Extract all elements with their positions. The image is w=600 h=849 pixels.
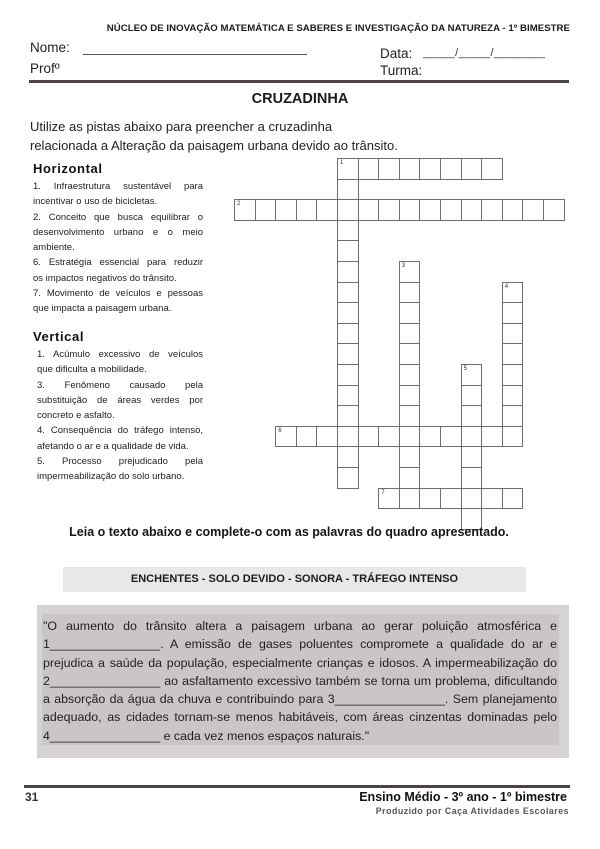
crossword-cell bbox=[502, 302, 524, 324]
clue-line: 6. Estratégia essencial para reduzir bbox=[33, 257, 203, 269]
clue-item bbox=[33, 179, 203, 210]
clue-number: 5 bbox=[463, 366, 467, 372]
crossword-cell bbox=[543, 199, 565, 221]
clue-item bbox=[37, 347, 203, 378]
clue-line: impermeabilização do solo urbano. bbox=[37, 471, 185, 483]
crossword-cell bbox=[502, 405, 524, 427]
crossword-cell bbox=[399, 488, 421, 510]
crossword-cell bbox=[337, 158, 359, 180]
crossword-cell bbox=[296, 426, 318, 448]
clue-line: os impactos negativos do trânsito. bbox=[33, 272, 177, 284]
vertical-heading: Vertical bbox=[33, 329, 85, 344]
clue-number: 2 bbox=[237, 201, 241, 208]
clue-item bbox=[33, 210, 203, 256]
instructions bbox=[30, 117, 398, 155]
clue-line: ambiente. bbox=[33, 242, 75, 254]
clue-line: 1. Acúmulo excessivo de veículos bbox=[37, 349, 203, 360]
passage-line: 2________________ ao asfaltamento excessivo também se torna um problema, dificultando bbox=[43, 673, 557, 688]
crossword-cell bbox=[337, 426, 359, 448]
crossword-cell bbox=[337, 405, 359, 427]
crossword-cell bbox=[502, 385, 524, 407]
crossword-cell bbox=[461, 426, 483, 448]
crossword-cell bbox=[481, 488, 503, 510]
crossword-cell bbox=[419, 488, 441, 510]
date-field: _____/_____/________ bbox=[423, 47, 546, 59]
crossword-cell bbox=[399, 385, 421, 407]
institute-header: NÚCLEO DE INOVAÇÃO MATEMÁTICA E SABERES E INVESTIGAÇÃO DA NATUREZA - 1º BIMESTRE bbox=[106, 23, 570, 34]
footer-credit: Produzido por Caça Atividades Escolares bbox=[375, 806, 569, 816]
clue-line: 4. Consequência do tráfego intenso, bbox=[37, 425, 203, 437]
crossword-cell bbox=[440, 199, 462, 221]
vertical-clues bbox=[37, 347, 203, 485]
crossword-cell bbox=[337, 323, 359, 345]
crossword-cell bbox=[337, 467, 359, 489]
crossword-cell bbox=[481, 158, 503, 180]
word-bank-text: ENCHENTES - SOLO DEVIDO - SONORA - TRÁFEGO INTENSO bbox=[130, 573, 459, 585]
passage-line: "O aumento do trânsito altera a paisagem urbana ao gerar poluição atmosférica e bbox=[43, 619, 557, 633]
crossword-cell bbox=[399, 446, 421, 468]
crossword-cell bbox=[502, 343, 524, 365]
crossword-cell bbox=[337, 385, 359, 407]
page-number: 31 bbox=[25, 790, 39, 804]
footer-course: Ensino Médio - 3º ano - 1º bimestre bbox=[359, 790, 567, 804]
clue-number: 7 bbox=[381, 489, 385, 496]
crossword-cell bbox=[461, 158, 483, 180]
clue-line: substituição de áreas verdes por bbox=[37, 394, 203, 406]
passage-text bbox=[43, 617, 557, 745]
clue-item bbox=[37, 378, 203, 424]
crossword-cell bbox=[337, 261, 359, 283]
crossword-cell bbox=[440, 426, 462, 448]
crossword-cell bbox=[337, 282, 359, 304]
crossword-cell bbox=[399, 323, 421, 345]
clue-line: 5. Processo prejudicado pela bbox=[37, 456, 203, 468]
horizontal-clues bbox=[33, 179, 203, 317]
crossword-cell bbox=[234, 199, 256, 221]
crossword-cell bbox=[481, 426, 503, 448]
name-label: Nome: bbox=[30, 40, 70, 55]
crossword-cell bbox=[502, 323, 524, 345]
crossword-cell bbox=[461, 385, 483, 407]
footer-divider bbox=[24, 785, 570, 788]
crossword-cell bbox=[399, 426, 421, 448]
clue-line: 7. Movimento de veículos e pessoas bbox=[33, 288, 203, 300]
crossword-cell bbox=[337, 179, 359, 201]
crossword-cell bbox=[378, 158, 400, 180]
crossword-cell bbox=[440, 158, 462, 180]
crossword-cell bbox=[399, 282, 421, 304]
class-label: Turma: bbox=[380, 63, 423, 78]
crossword-cell bbox=[502, 364, 524, 386]
passage-line: a absorção da água da chuva e contribuindo para 3________________. Sem planejamento bbox=[43, 692, 557, 707]
clue-item bbox=[37, 454, 203, 485]
crossword-cell bbox=[461, 446, 483, 468]
crossword-cell bbox=[399, 261, 421, 283]
crossword-cell bbox=[296, 199, 318, 221]
clue-number: 6 bbox=[278, 427, 282, 434]
crossword-cell bbox=[316, 426, 338, 448]
crossword-cell bbox=[255, 199, 277, 221]
crossword-cell bbox=[337, 364, 359, 386]
crossword-cell bbox=[316, 199, 338, 221]
crossword-cell bbox=[399, 343, 421, 365]
crossword-cell bbox=[337, 343, 359, 365]
crossword-cell bbox=[399, 158, 421, 180]
crossword-cell bbox=[337, 302, 359, 324]
clue-line: afetando o ar e a qualidade de vida. bbox=[37, 440, 189, 452]
passage-line: prejudica a saúde da população, especialmente crianças e idosos. A impermeabilização do bbox=[43, 655, 557, 670]
crossword-cell bbox=[502, 282, 524, 304]
date-label: Data: bbox=[380, 46, 413, 61]
crossword-cell bbox=[440, 488, 462, 510]
crossword-cell bbox=[378, 426, 400, 448]
crossword-cell bbox=[399, 364, 421, 386]
crossword-cell bbox=[358, 199, 380, 221]
clue-line: que impacta a paisagem urbana. bbox=[33, 303, 172, 315]
crossword-cell bbox=[337, 446, 359, 468]
crossword-cell bbox=[419, 426, 441, 448]
passage-line: 1________________. A emissão de gases poluentes compromete a qualidade do ar e bbox=[43, 637, 557, 652]
crossword-cell bbox=[337, 199, 359, 221]
crossword-cell bbox=[275, 199, 297, 221]
clue-number: 1 bbox=[340, 160, 344, 166]
clue-number: 4 bbox=[504, 283, 509, 290]
clue-line: 2. Conceito que busca equilibrar o bbox=[33, 211, 203, 223]
clue-line: desenvolvimento urbano e o meio bbox=[33, 226, 203, 238]
horizontal-heading: Horizontal bbox=[33, 161, 103, 176]
crossword-cell bbox=[399, 302, 421, 324]
crossword-cell bbox=[275, 426, 297, 448]
crossword-cell bbox=[502, 199, 524, 221]
prof-label: Profº bbox=[30, 61, 60, 76]
crossword-cell bbox=[461, 488, 483, 510]
clue-item bbox=[37, 423, 203, 454]
crossword-cell bbox=[502, 488, 524, 510]
crossword-cell bbox=[337, 220, 359, 242]
crossword-cell bbox=[419, 199, 441, 221]
crossword-cell bbox=[378, 199, 400, 221]
crossword-cell bbox=[399, 467, 421, 489]
clue-line: incentivar o uso de bicicletas. bbox=[33, 196, 158, 208]
instruction-line: relacionada a Alteração da paisagem urbana devido ao trânsito. bbox=[30, 138, 398, 153]
crossword-cell bbox=[399, 405, 421, 427]
crossword-cell bbox=[358, 158, 380, 180]
clue-number: 3 bbox=[401, 263, 406, 269]
crossword-cell bbox=[337, 240, 359, 262]
reading-instruction: Leia o texto abaixo e complete-o com as palavras do quadro apresentado. bbox=[69, 525, 509, 539]
passage-line: adequado, as cidades tornam-se menos habitáveis, com áreas cinzentas dominadas pelo bbox=[43, 710, 557, 725]
header-divider bbox=[29, 80, 569, 83]
crossword-cell bbox=[461, 364, 483, 386]
crossword-cell bbox=[419, 158, 441, 180]
crossword-cell bbox=[358, 426, 380, 448]
crossword-cell bbox=[461, 405, 483, 427]
page-title: CRUZADINHA bbox=[251, 91, 349, 107]
passage-line: 4________________ e cada vez menos espaços naturais." bbox=[43, 728, 370, 743]
clue-line: concreto e asfalto. bbox=[37, 410, 115, 422]
clue-line: que dificulta a mobilidade. bbox=[37, 364, 147, 376]
clue-line: 3. Fenômeno causado pela bbox=[37, 379, 203, 391]
clue-item bbox=[33, 286, 203, 317]
crossword-grid bbox=[234, 158, 574, 533]
crossword-cell bbox=[522, 199, 544, 221]
crossword-cell bbox=[461, 467, 483, 489]
instruction-line: Utilize as pistas abaixo para preencher a cruzadinha bbox=[30, 119, 333, 134]
crossword-cell bbox=[378, 488, 400, 510]
crossword-cell bbox=[481, 199, 503, 221]
clue-line: 1. Infraestrutura sustentável para bbox=[33, 181, 203, 192]
name-field bbox=[83, 53, 307, 55]
crossword-cell bbox=[502, 426, 524, 448]
word-bank bbox=[63, 567, 526, 592]
clue-item bbox=[33, 255, 203, 286]
crossword-cell bbox=[461, 199, 483, 221]
crossword-cell bbox=[399, 199, 421, 221]
